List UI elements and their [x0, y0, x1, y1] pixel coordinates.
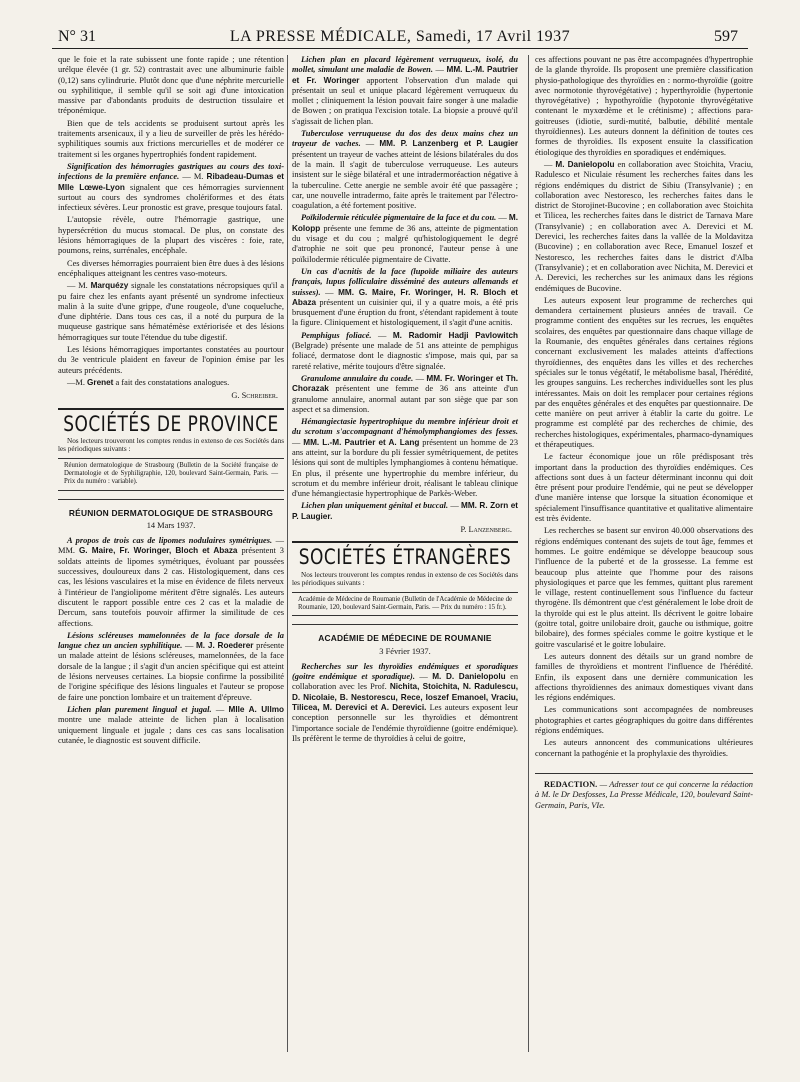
- column-1: [58, 55, 284, 748]
- article: Lichen plan en placard légèrement verruqueux, isolé, du mollet, simulant une maladie de Bowen. — MM. L.-M. Pautrier et Fr. Woringer apportent l'observation d'un malade qui présentait un seul et unique placard légèrement verruqueux du mollet ; cliniquement la lésion pouvait faire songer à une maladie de Bowen ; on pratiqua l'excision totale. La biopsie a prouvé qu'il s'agissait de lichen plan.: [292, 55, 519, 126]
- article: Pemphigus foliacé. — M. Radomir Hadji Pavlowitch (Belgrade) présente une malade de 51 ans atteinte de pemphigus foliacé, dermatose dont le diagnostic s'impose, mais qui, par sa rareté relative, mérite toujours d'être signalée.: [292, 330, 518, 371]
- column-divider: [287, 55, 288, 1052]
- author-names: MM. G. Maire, Fr. Woringer, H. R. Bloch et Abaza: [292, 287, 518, 307]
- author-names: M. Radomir Hadji Pavlowitch: [392, 330, 518, 340]
- section-title: SOCIÉTÉS ÉTRANGÈRES: [298, 545, 512, 571]
- author-names: Ribadeau-Dumas et Mlle Lœwe-Lyon: [58, 172, 285, 192]
- author-names: M. Danielopolu: [555, 159, 615, 169]
- article-title: A propos de trois cas de lipomes nodulaires symétriques.: [67, 536, 273, 546]
- article-title: Recherches sur les thyroïdies endémiques et sporadiques (goitre endémique et sporadique).: [292, 661, 518, 682]
- section-title: SOCIÉTÉS DE PROVINCE: [63, 411, 279, 437]
- author-names: MM. P. Lanzenberg et P. Laugier: [379, 139, 518, 149]
- article: Hémangiectasie hypertrophique du membre inférieur droit et du scrotum s'accompagnant d'hémolymphangiomes des fesses. — MM. L.-M. Pautrier et A. Lang présentent un homme de 23 ans atteint, sur la bordure du pli fessier symétriquement, de petites lésions qui sont de multiples lymphangiomes à contenu hématique. En plus, il présente une hypertrophie du membre inférieur, du scrotum et du membre inférieur droit, réalisant le tableau clinique d'une hémangiectasie hypertrophique de Parkès-Weber.: [292, 417, 519, 499]
- article-text: présente une femme de 36 ans, atteinte de pigmentation du visage et du cou ; malgré qu'histologiquement le degré d'atrophie ne soit que peu prononcé, l'auteur pense à une poïkilodermie réticulée pigmentaire de Civatte.: [292, 223, 518, 264]
- signature: G. Schreiber.: [231, 391, 278, 401]
- article-text: apportent l'observation d'un malade qui présentait un seul et unique placard légèrement verruqueux du mollet ; cliniquement la lésion pouvait faire songer à une maladie de Bowen ; on pratiqua l'excision totale. La biopsie a prouvé qu'il s'agissait de lichen plan.: [292, 75, 519, 126]
- article-title: Un cas d'acnitis de la face (lupoïde miliaire des auteurs français, lupus folliculaire disséminé des auteurs allemands et suisses).: [292, 266, 518, 297]
- column-divider: [528, 55, 529, 1052]
- author-names: M. J. Roederer: [195, 641, 254, 651]
- notice-text: — Adresser tout ce qui concerne la rédaction à M. le Dr Desfosses, La Presse Médicale, 120, boulevard Saint-Germain, Paris, VIe.: [535, 779, 753, 810]
- article-title: Lichen plan purement lingual et jugal.: [67, 704, 212, 714]
- author-names: MM. L.-M. Pautrier et A. Lang: [303, 437, 420, 447]
- author-names: G. Maire, Fr. Woringer, Bloch et Abaza: [78, 546, 238, 556]
- article: Tuberculose verruqueuse du dos des deux mains chez un trayeur de vaches. — MM. P. Lanzenberg et P. Laugier présentent un trayeur de vaches atteint de lésions bilatérales du dos de la main. Il s'agit de tuberculose verruqueuse. Les auteurs insistent sur le siège bilatéral et une intradermoréaction négative à la tuberculine. Cette anergie ne semble avoir été que passagère ; car, une nouvelle intradermo, faite après le traitement par l'électro-coagulation, a été fortement positive.: [292, 129, 518, 211]
- article: Lésions scléreuses mamelonnées de la face dorsale de la langue chez un ancien syphilitique. — M. J. Roederer présente un malade atteint de lésions scléreuses, mamelonnées, de la face dorsale de la langue ; il s'agit d'un ancien spécifique qui est atteint de lésions nerveuses certaines. La biopsie confirme la possibilité de l'origine spécifique des lésions linguales et l'auteur se propose de faire une ponction lombaire et un traitement d'épreuve.: [58, 630, 285, 702]
- article-text: présentent un homme de 23 ans atteint, sur la bordure du pli fessier symétriquement, de petites lésions qui sont de multiples lymphangiomes à contenu hématique. En plus, il présente une hypertrophie du membre inférieur, du scrotum et du membre inférieur droit, réalisant le tableau clinique d'une hémangiectasie hypertrophique de Parkès-Weber.: [292, 437, 519, 499]
- paragraph: — M. Marquézy signale les constatations nécropsiques qu'il a pu faire chez les enfants ayant présenté un syndrome infectieux malin à la suite d'une grippe, d'une rougeole, d'une coqueluche, d'une diphtérie. Dans tous ces cas, il a noté du purpura de la muqueuse gastrique sans hématémèse extériorisée et des lésions hémorragiques sur toute l'étendue du tube digestif.: [58, 281, 284, 342]
- author-names: M. D. Danielopolu: [432, 672, 506, 682]
- article-text: montre une malade atteinte de lichen plan à localisation uniquement linguale et jugale ; dans ces cas sans localisation cutanée, le diagnostic est souvent difficile.: [58, 715, 284, 745]
- paragraph: L'autopsie révèle, outre l'hémorragie gastrique, une hypersécrétion du mucus stomacal. De plus, on constate des lésions hémorragiques de la plupart des viscères : foie, rate, poumons, reins, surrénales, encéphale.: [58, 215, 284, 256]
- article-text: signale les constatations nécropsiques qu'il a pu faire chez les enfants ayant présenté un syndrome infectieux malin à la suite d'une grippe, d'une rougeole, d'une coqueluche, d'une diphtérie. Dans tous ces cas, il a noté du purpura de la muqueuse gastrique sans hématémèse extériorisée et des lésions hémorragiques sur toute l'étendue du tube digestif.: [58, 281, 284, 342]
- page-number: 597: [714, 28, 738, 45]
- paragraph: Les recherches se basent sur environ 40.000 observations des régions endémiques contenant des sujets de tout âge, femmes et hommes. Le goitre endémique se développe beaucoup sous l'influence de la puberté et de la grossesse. La femme est beaucoup plus atteinte que l'homme pour des raisons physiologiques et parce que les femmes, quittant plus rarement le village, restent continuellement sous l'influence du facteur thyrogène. Ils démontrent que c'est généralement le lobe droit de la thyroïde qui est le plus atteint. Ils décrivent le goitre lobaire (goitre total, goitre unilobaire droit, gauche ou isthmique, goitre bilobaire), des formes spéciales comme le goitre kystique et le goitre vascularisé et le goitre lobulaire.: [535, 526, 753, 649]
- article-title: Lichen plan uniquement génital et buccal.: [301, 501, 449, 511]
- article-text: en collaboration avec les Prof.: [292, 672, 519, 692]
- column-3: [535, 55, 753, 813]
- section-rule: [292, 541, 518, 543]
- article-text: en collaboration avec Stoichita, Vraciu, Radulesco et Niculaie résument les recherches faites dans les régions endémiques du district de Sibiu (Transylvanie) ; en collaboration avec Nestoresco, les recherches faites dans le district de Storojinet-Bucovine ; en collaboration avec Stoichita et Tilicea, les recherches faites dans le district de Tarnava Mare (Transylvanie) ; en collaboration avec A. Derevici et M. Derevici, les recherches faites dans la vallée de la Moldavitza (Bucovine) ; en collaboration avec Rece, Emanuel Ioszef et Nestoresco, les recherches faites dans le district d'Alba (Transylvanie) ; et en collaboration avec Nichita, M. Derevici et A. Derevici, les recherches sur les animaux dans les régions endémiques de Bucovine.: [535, 159, 753, 293]
- author-names: MM. Fr. Woringer et Th. Chorazak: [292, 373, 518, 394]
- column-2: [292, 55, 518, 746]
- paragraph: Ces diverses hémorragies pourraient bien être dues à des lésions encéphaliques atteignant les centres vaso-moteurs.: [58, 258, 284, 278]
- article: Granulome annulaire du coude. — MM. Fr. Woringer et Th. Chorazak présentent une femme de 36 ans atteinte d'un granulome annulaire, anormal autant par son siège que par son aspect et sa dimension.: [292, 373, 518, 414]
- section-reference: Réunion dermatologique de Strasbourg (Bulletin de la Société française de Dermatologie et de Syphiligraphie, 120, boulevard Saint-Germain, Paris. — Prix du numéro : variable).: [58, 458, 284, 491]
- author-names: M. Kolopp: [292, 213, 519, 233]
- paragraph: Les auteurs exposent leur programme de recherches qui demandera certainement plusieurs années de travail. Ce programme contient des enquêtes sur les recrues, les enquêtes scolaires, des enquêtes par questionnaire dans chaque village de la Roumanie, des enquêtes générales dans certaines régions concernant exclusivement les malades atteints d'affections thyroïdiennes, des enquêtes dans les villes et des recherches spéciales sur le tonus végétatif, le métabolisme basal, l'hérédité, les groupes sanguins. Les recherches individuelles sont les plus intéressantes. Mais on doit les remplacer pour certaines régions par des enquêtes générales et des enquêtes par questionnaire. De cette manière on peut arriver à établir la carte du goitre. Le programme est complété par des recherches de chimie, des recherches histologiques, expérimentales, pharmaco-dynamiques et thérapeutiques.: [535, 295, 753, 449]
- article-text: présentent 3 soldats atteints de lipomes symétriques, évoluant par poussées successives, douloureux dans 2 cas. Histologiquement, dans ces cas, les lésions vasculaires et la mise en évidence de filets nerveux à l'intérieur de l'angiolipome méritent d'être signalés. Les auteurs discutent le rapport possible entre ces 2 cas et la maladie de Dercum, sans toutefois pouvoir affirmer la similitude de ces affections.: [58, 546, 284, 628]
- article-title: Pemphigus foliacé.: [301, 330, 372, 340]
- paragraph: —M. Grenet a fait des constatations analogues.: [67, 377, 230, 387]
- notice-label: REDACTION.: [544, 779, 598, 789]
- section-reference: Académie de Médecine de Roumanie (Bulletin de l'Académie de Médecine de Roumanie, 120, boulevard Saint-Germain, Paris. — Prix du numéro : 15 fr.).: [292, 592, 518, 616]
- author-names: MM. L.-M. Pautrier et Fr. Woringer: [292, 65, 519, 85]
- article: Lichen plan purement lingual et jugal. — Mlle A. Ullmo montre une malade atteinte de lichen plan à localisation uniquement linguale et jugale ; dans ces cas sans localisation cutanée, le diagnostic est souvent difficile.: [58, 704, 285, 745]
- paragraph: que le foie et la rate subissent une fonte rapide ; une rétention urélque élevée (1 gr. 52) contrastait avec une albuminurie faible (0,12) sans cylindrurie. Plutôt donc que d'une néphrite mercurielle ou syphilitique, il semble qu'il se soit agi d'une intoxication massive par d'abondants produits de destruction tissulaire et tréponémique.: [58, 55, 284, 116]
- article-title: Lésions scléreuses mamelonnées de la face dorsale de la langue chez un ancien syphilitique.: [58, 630, 284, 651]
- journal-title: LA PRESSE MÉDICALE, Samedi, 17 Avril 1937: [229, 28, 571, 45]
- author-names: Mlle A. Ullmo: [228, 704, 285, 714]
- meeting-title: ACADÉMIE DE MÉDECINE DE ROUMANIE: [292, 624, 518, 643]
- page-header: [40, 26, 760, 48]
- paragraph: Les communications sont accompagnées de nombreuses photographies et cartes géographiques du goitre dans différentes régions endémiques.: [535, 705, 753, 735]
- section-note: Nos lecteurs trouveront les comptes rendus in extenso de ces Sociétés dans les périodiques suivants :: [58, 436, 284, 454]
- article-text: (Belgrade) présente une malade de 51 ans atteinte de pemphigus foliacé, dermatose dont le diagnostic s'impose, mais qui, par sa rareté relative, mérite toujours d'être signalée.: [292, 341, 518, 371]
- section-note: Nos lecteurs trouveront les comptes rendus in extenso de ces Sociétés dans les périodiques suivants :: [292, 570, 518, 588]
- author-names: Marquézy: [90, 281, 129, 291]
- article: Poïkilodermie réticulée pigmentaire de la face et du cou. — M. Kolopp présente une femme de 36 ans, atteinte de pigmentation du visage et du cou ; malgré qu'histologiquement le degré d'atrophie ne soit que peu prononcé, l'auteur pense à une poïkilodermie réticulée pigmentaire de Civatte.: [292, 213, 519, 264]
- article-text: a fait des constatations analogues.: [115, 377, 230, 387]
- article: Recherches sur les thyroïdies endémiques et sporadiques (goitre endémique et sporadique). — M. D. Danielopolu en collaboration avec les Prof. Nichita, Stoichita, N. Radulescu, D. Nicolaie, B. Nestorescu, Rece, Ioszef Emanoel, Vraciu, Tilicea, M. Derevici et A. Derevici. Les auteurs exposent leur conception personnelle sur les thyroïdies et démontrent l'importance sociale de l'endémie thyroïdienne (goitre endémique). Ils préfèrent le terme de thyroïdies à celui de goitre,: [292, 661, 519, 743]
- paragraph: Les auteurs donnent des détails sur un grand nombre de familles de thyroïdiens et montrent l'influence de l'hérédité. Enfin, ils exposent dans une dernière communication les affections thyroïdiennes des animaux domestiques vivant dans les régions endémiques.: [535, 651, 753, 703]
- signature: P. Lanzenberg.: [460, 525, 512, 535]
- article-title: Poïkilodermie réticulée pigmentaire de la face et du cou.: [301, 213, 497, 223]
- author-names: Grenet: [87, 377, 114, 387]
- author-names: MM. R. Zorn et P. Laugier.: [292, 501, 519, 521]
- editorial-notice: [535, 773, 753, 811]
- article-title: Granulome annulaire du coude.: [301, 373, 414, 383]
- paragraph: Bien que de tels accidents se produisent surtout après les traitements arsenicaux, il y a lieu de surveiller de près les hérédo-syphilitiques soumis aux frictions mercurielles et de modérer ce traitement si les organes hypertrophiés fondent rapidement.: [58, 118, 284, 159]
- header-rule: [52, 48, 748, 49]
- article-title: Tuberculose verruqueuse du dos des deux mains chez un trayeur de vaches.: [292, 129, 518, 149]
- paragraph: ces affections pouvant ne pas être accompagnées d'hypertrophie de la glande thyroïde. Ils proposent une première classification physio-pathologique des thyroïdies en : normo-thyroïdie (goitre avec normotonie thyrovégétative) ; hyperthyroïdie (hypertonie thyrovégétative) ; hypothyroïdie (hypotonie thyrovégétative contenant le myxœdème et le crétinisme) ; affections para-goitreuses (idiotie, surdi-mutité, balbutie, débilité mentale thyroïdiennes). Les auteurs donnent la définition de toutes ces formes de thyroïdies. Ils exposent ensuite la classification étiologique des thyroïdies en sporadiques et endémiques.: [535, 55, 753, 157]
- article-title: Lichen plan en placard légèrement verruqueux, isolé, du mollet, simulant une maladie de Bowen.: [292, 55, 518, 75]
- paragraph: Le facteur économique joue un rôle prédisposant très important dans la production des thyroïdies endémiques. Ces affections sont dues à un facteur déterminant inconnu qui doit être présent pour produire l'endémie, qui ne peut se développer d'une manière intense que lorsque la situation économique et spécialement l'insuffisance quantitative et qualitative alimentaire est très évidente.: [535, 452, 753, 524]
- article-text: présente un malade atteint de lésions scléreuses, mamelonnées, de la face dorsale de la langue ; il s'agit d'un ancien spécifique qui est atteint de lésions nerveuses certaines. La biopsie confirme la possibilité de l'origine spécifique des lésions linguales et l'auteur se propose de faire une ponction lombaire et un traitement d'épreuve.: [58, 641, 285, 702]
- article-text: présentent un trayeur de vaches atteint de lésions bilatérales du dos de la main. Il s'agit de tuberculose verruqueuse. Les auteurs insistent sur le siège bilatéral et une intradermoréaction négative à la tuberculine. Cette anergie ne semble avoir été que passagère ; car, une nouvelle intradermo, faite après le traitement par l'électro-coagulation, a été fortement positive.: [292, 149, 518, 211]
- author-names: Nichita, Stoichita, N. Radulescu, D. Nicolaie, B. Nestorescu, Rece, Ioszef Emanoel, Vraciu, Tilicea, M. Derevici et A. Derevici.: [292, 682, 518, 713]
- article-text: signalent que ces hémorragies surviennent surtout au cours des syndromes cholériformes et des états infectieux sévères. Leur pronostic est grave, presque toujours fatal.: [58, 182, 284, 213]
- paragraph: — M. Danielopolu en collaboration avec Stoichita, Vraciu, Radulesco et Niculaie résument les recherches faites dans les régions endémiques du district de Sibiu (Transylvanie) ; en collaboration avec Nestoresco, les recherches faites dans le district de Storojinet-Bucovine ; en collaboration avec Stoichita et Tilicea, les recherches faites dans le district de Tarnava Mare (Transylvanie) ; en collaboration avec A. Derevici et M. Derevici, les recherches faites dans la vallée de la Moldavitza (Bucovine) ; en collaboration avec Rece, Emanuel Ioszef et Nestoresco, les recherches faites dans le district d'Alba (Transylvanie) ; et en collaboration avec Nichita, M. Derevici et A. Derevici, les recherches sur les animaux dans les régions endémiques de Bucovine.: [535, 159, 753, 293]
- paragraph: Les lésions hémorragiques importantes constatées au pourtour du 3e ventricule plaident en faveur de l'opinion émise par les auteurs précédents.: [58, 345, 284, 375]
- article: A propos de trois cas de lipomes nodulaires symétriques. — MM. G. Maire, Fr. Woringer, Bloch et Abaza présentent 3 soldats atteints de lipomes symétriques, évoluant par poussées successives, douloureux dans 2 cas. Histologiquement, dans ces cas, les lésions vasculaires et la mise en évidence de filets nerveux à l'intérieur de l'angiolipome méritent d'être signalés. Les auteurs discutent le rapport possible entre ces 2 cas et la maladie de Dercum, sans toutefois pouvoir affirmer la similitude de ces affections.: [58, 536, 284, 628]
- meeting-title: RÉUNION DERMATOLOGIQUE DE STRASBOURG: [58, 499, 284, 518]
- article: Lichen plan uniquement génital et buccal. — MM. R. Zorn et P. Laugier.: [292, 501, 519, 521]
- section-rule: [58, 408, 284, 410]
- article-text: présentent un cuisinier qui, il y a quatre mois, a été pris brusquement d'une éruption du front, s'étendant rapidement à toute la figure. Cliniquement et histologiquement, il s'agit d'une acnitis.: [292, 297, 518, 328]
- meeting-date: 14 Mars 1937.: [146, 520, 196, 530]
- article: Un cas d'acnitis de la face (lupoïde miliaire des auteurs français, lupus folliculaire disséminé des auteurs allemands et suisses). — MM. G. Maire, Fr. Woringer, H. R. Bloch et Abaza présentent un cuisinier qui, il y a quatre mois, a été pris brusquement d'une éruption du front, s'étendant rapidement à toute la figure. Cliniquement et histologiquement, il s'agit d'une acnitis.: [292, 266, 518, 328]
- article-text: Les auteurs exposent leur conception personnelle sur les thyroïdies et démontrent l'importance sociale de l'endémie thyroïdienne (goitre endémique). Ils préfèrent le terme de thyroïdies à celui de goitre,: [292, 703, 519, 743]
- meeting-date: 3 Février 1937.: [379, 646, 431, 656]
- article-text: présentent une femme de 36 ans atteinte d'un granulome annulaire, anormal autant par son siège que par son aspect et sa dimension.: [292, 384, 518, 414]
- article-title: Signification des hémorragies gastriques au cours des toxi-infections de la première enfance.: [58, 161, 284, 182]
- paragraph: Les auteurs annoncent des communications ultérieures concernant la pathogénie et la prophylaxie des thyroïdies.: [535, 738, 753, 758]
- article-title: Hémangiectasie hypertrophique du membre inférieur droit et du scrotum s'accompagnant d'hémolymphangiomes des fesses.: [292, 417, 518, 437]
- issue-number: N° 31: [58, 28, 96, 45]
- article: Signification des hémorragies gastriques au cours des toxi-infections de la première enfance. — M. Ribadeau-Dumas et Mlle Lœwe-Lyon signalent que ces hémorragies surviennent surtout au cours des syndromes cholériformes et des états infectieux sévères. Leur pronostic est grave, presque toujours fatal.: [58, 161, 285, 213]
